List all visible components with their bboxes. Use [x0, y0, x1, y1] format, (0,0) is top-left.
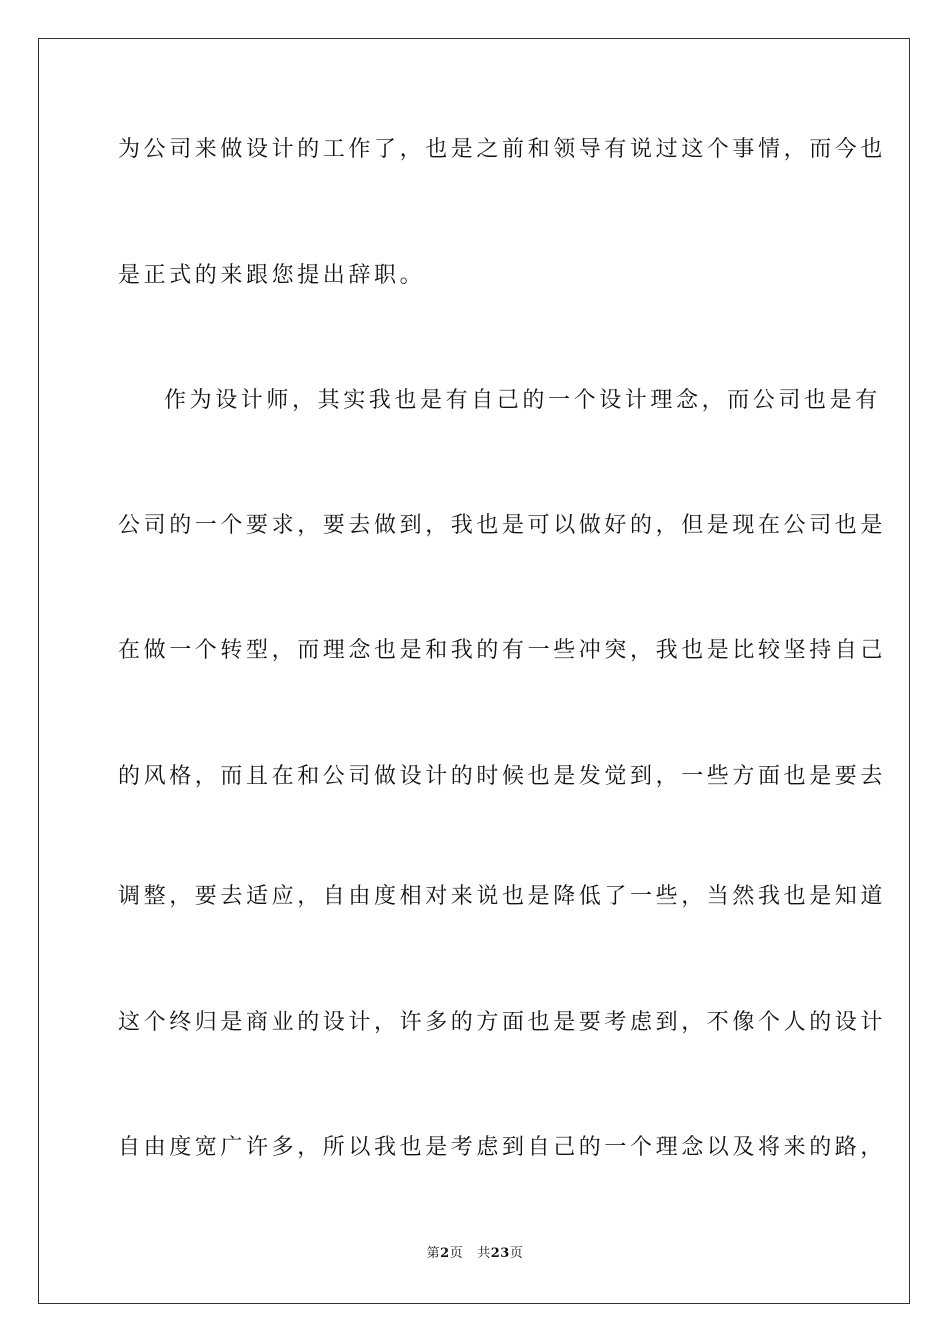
page-suffix: 页 — [449, 1246, 464, 1261]
page-border — [38, 38, 910, 1304]
total-prefix: 共 — [477, 1246, 491, 1261]
page-prefix: 第 — [426, 1246, 441, 1261]
page-number: 2 — [440, 1246, 450, 1261]
paragraph-line-2: 是正式的来跟您提出辞职。 — [118, 263, 426, 288]
paragraph-line-8: 这个终归是商业的设计，许多的方面也是要考虑到，不像个人的设计 — [118, 1010, 887, 1035]
total-suffix: 页 — [509, 1246, 524, 1261]
paragraph-line-4: 公司的一个要求，要去做到，我也是可以做好的，但是现在公司也是 — [118, 513, 887, 538]
paragraph-line-3: 作为设计师，其实我也是有自己的一个设计理念，而公司也是有 — [164, 388, 881, 413]
total-pages: 23 — [490, 1246, 510, 1261]
paragraph-line-1: 为公司来做设计的工作了，也是之前和领导有说过这个事情，而今也 — [118, 137, 887, 162]
paragraph-line-9: 自由度宽广许多，所以我也是考虑到自己的一个理念以及将来的路， — [118, 1135, 887, 1160]
paragraph-line-5: 在做一个转型，而理念也是和我的有一些冲突，我也是比较坚持自己 — [118, 638, 887, 663]
paragraph-line-7: 调整，要去适应，自由度相对来说也是降低了一些，当然我也是知道 — [118, 884, 887, 909]
paragraph-line-6: 的风格，而且在和公司做设计的时候也是发觉到，一些方面也是要去 — [118, 764, 887, 789]
page-footer — [0, 1245, 950, 1263]
